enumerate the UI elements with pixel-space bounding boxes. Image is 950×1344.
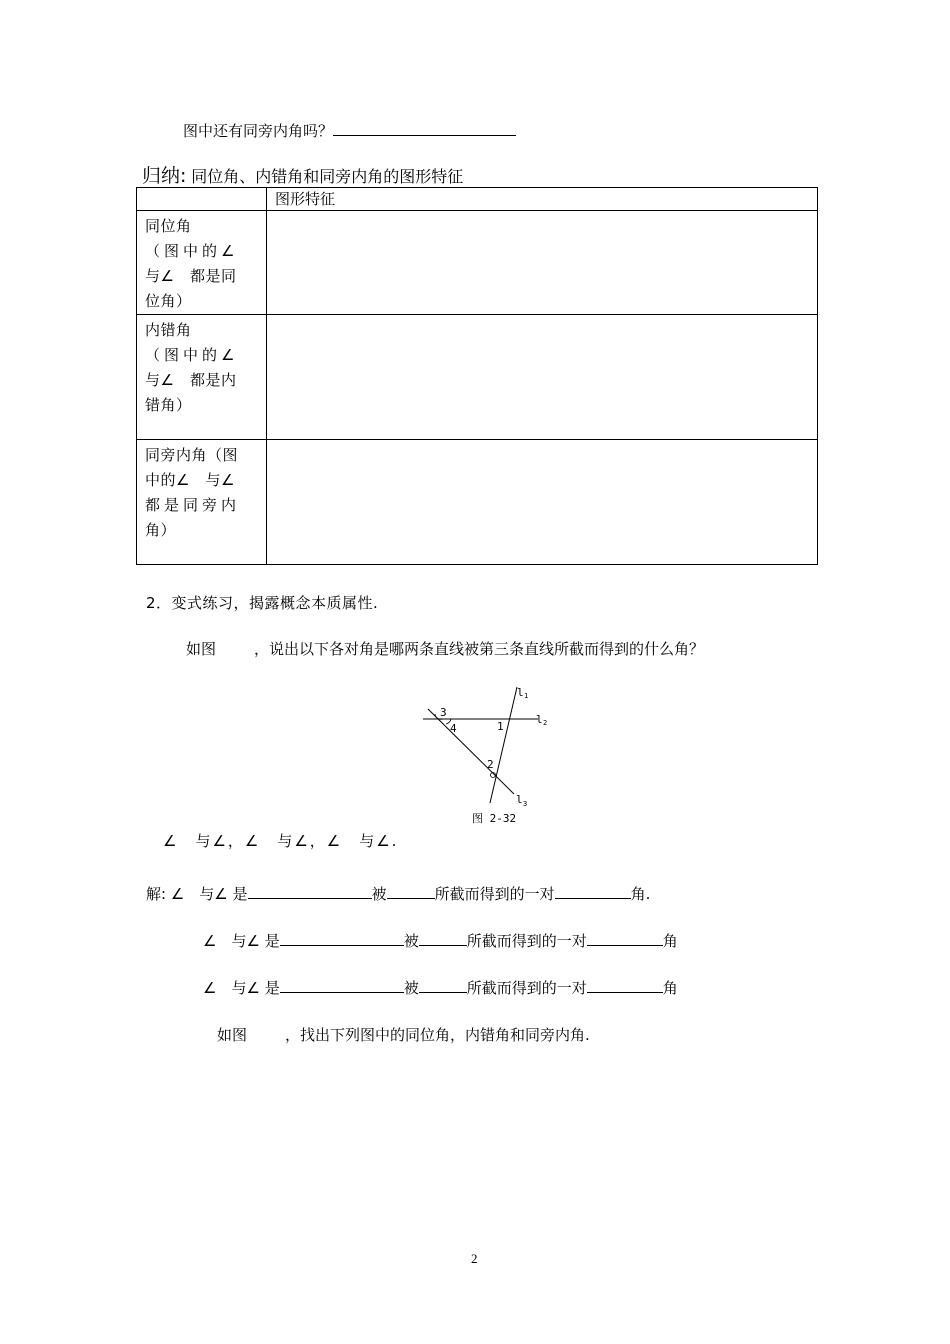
- same-side-question-text: 图中还有同旁内角吗？: [183, 122, 334, 140]
- alternate-interior-angle-feature[interactable]: [267, 315, 818, 440]
- row-label-line: 同位角: [145, 217, 192, 235]
- section3-prompt: [217, 1024, 590, 1045]
- label-l3-subscript: 3: [523, 800, 528, 808]
- summary-heading: 归纳:: [142, 165, 187, 187]
- answer-cut-text: 所截而得到的一对: [466, 932, 587, 950]
- alternate-interior-angle-label: [137, 315, 267, 440]
- label-l2-subscript: 2: [543, 719, 548, 727]
- row-label-line: 与∠ 都是内: [145, 371, 237, 389]
- answer-line-1: [146, 883, 650, 904]
- section2-prompt-prefix: 如图: [186, 640, 217, 658]
- lines-blank[interactable]: [280, 930, 404, 946]
- row-label-line: 内错角: [145, 321, 192, 339]
- angle-label-1: 1: [497, 720, 504, 733]
- row-label-line: 错角）: [145, 396, 192, 414]
- section3-prompt-prefix: 如图: [217, 1026, 248, 1044]
- angle-type-blank[interactable]: [555, 883, 631, 899]
- corresponding-angle-label: [137, 211, 267, 315]
- same-side-interior-angle-feature[interactable]: [267, 440, 818, 565]
- page-number: 2: [471, 1251, 478, 1266]
- angle-label-4: 4: [450, 722, 457, 735]
- lines-blank[interactable]: [280, 977, 404, 993]
- transversal-blank[interactable]: [419, 977, 467, 993]
- section2-prompt: [186, 638, 704, 659]
- answer-cut-text: 所截而得到的一对: [466, 979, 587, 997]
- section3-prompt-suffix: ，找出下列图中的同位角，内错角和同旁内角.: [285, 1026, 590, 1044]
- table-header-row: [137, 188, 818, 211]
- transversal-blank[interactable]: [387, 883, 435, 899]
- same-side-question: [183, 120, 516, 141]
- header-empty-cell: [137, 188, 267, 211]
- angle-label-2: 2: [487, 758, 494, 771]
- section2-prompt-suffix: ，说出以下各对角是哪两条直线被第三条直线所截而得到的什么角？: [254, 640, 705, 658]
- row-label-line: 同旁内角（图: [145, 446, 239, 464]
- figure-2-32: [410, 683, 570, 833]
- answer-angle-pair: ∠ 与∠: [203, 979, 260, 997]
- label-l1-letter: l: [517, 686, 524, 699]
- line-l1: [490, 687, 517, 803]
- table-row: [137, 440, 818, 565]
- same-side-interior-angle-label: [137, 440, 267, 565]
- answer-cut-text: 所截而得到的一对: [434, 885, 555, 903]
- answer-period: .: [645, 885, 651, 903]
- corresponding-angle-feature[interactable]: [267, 211, 818, 315]
- answer-line-3: [203, 977, 678, 998]
- answer-angle-word: 角: [662, 979, 678, 997]
- label-l3-letter: l: [516, 793, 523, 806]
- answer-is: 是: [232, 885, 248, 903]
- table-row: [137, 211, 818, 315]
- angle-pairs-line: ∠ 与∠，∠ 与∠，∠ 与∠.: [163, 832, 399, 850]
- section2-title: 2．变式练习，揭露概念本质属性.: [146, 594, 379, 612]
- answer-by: 被: [403, 932, 419, 950]
- angle-type-blank[interactable]: [587, 977, 663, 993]
- answer-angle-word: 角: [630, 885, 646, 903]
- answer-by: 被: [403, 979, 419, 997]
- label-l2-letter: l: [536, 713, 543, 726]
- angle-label-3: 3: [440, 706, 447, 719]
- summary-table: [136, 187, 818, 565]
- angle-type-blank[interactable]: [587, 930, 663, 946]
- row-label-line: 位角）: [145, 292, 192, 310]
- row-label-line: 中的∠ 与∠: [145, 471, 235, 489]
- answer-by: 被: [371, 885, 387, 903]
- row-label-line: 与∠ 都是同: [145, 267, 237, 285]
- row-label-line: 角）: [145, 521, 177, 539]
- lines-blank[interactable]: [248, 883, 372, 899]
- answer-is: 是: [264, 932, 280, 950]
- answer-line-2: [203, 930, 678, 951]
- transversal-blank[interactable]: [419, 930, 467, 946]
- summary-subtitle: 同位角、内错角和同旁内角的图形特征: [191, 167, 464, 186]
- header-feature-cell: 图形特征: [267, 188, 818, 211]
- row-label-line: （图中的∠: [145, 346, 239, 364]
- row-label-line: 都是同旁内: [145, 496, 241, 514]
- summary-heading-row: [142, 161, 463, 188]
- figure-caption: 图 2-32: [472, 812, 517, 825]
- answer-angle-word: 角: [662, 932, 678, 950]
- table-row: [137, 315, 818, 440]
- answer-angle-pair: ∠ 与∠: [203, 932, 260, 950]
- row-label-line: （图中的∠: [145, 242, 239, 260]
- same-side-answer-blank[interactable]: [333, 120, 516, 136]
- answer-is: 是: [264, 979, 280, 997]
- answer-angle-pair: ∠ 与∠: [170, 885, 228, 903]
- answer-intro: 解:: [146, 885, 167, 903]
- label-l1-subscript: 1: [524, 692, 529, 700]
